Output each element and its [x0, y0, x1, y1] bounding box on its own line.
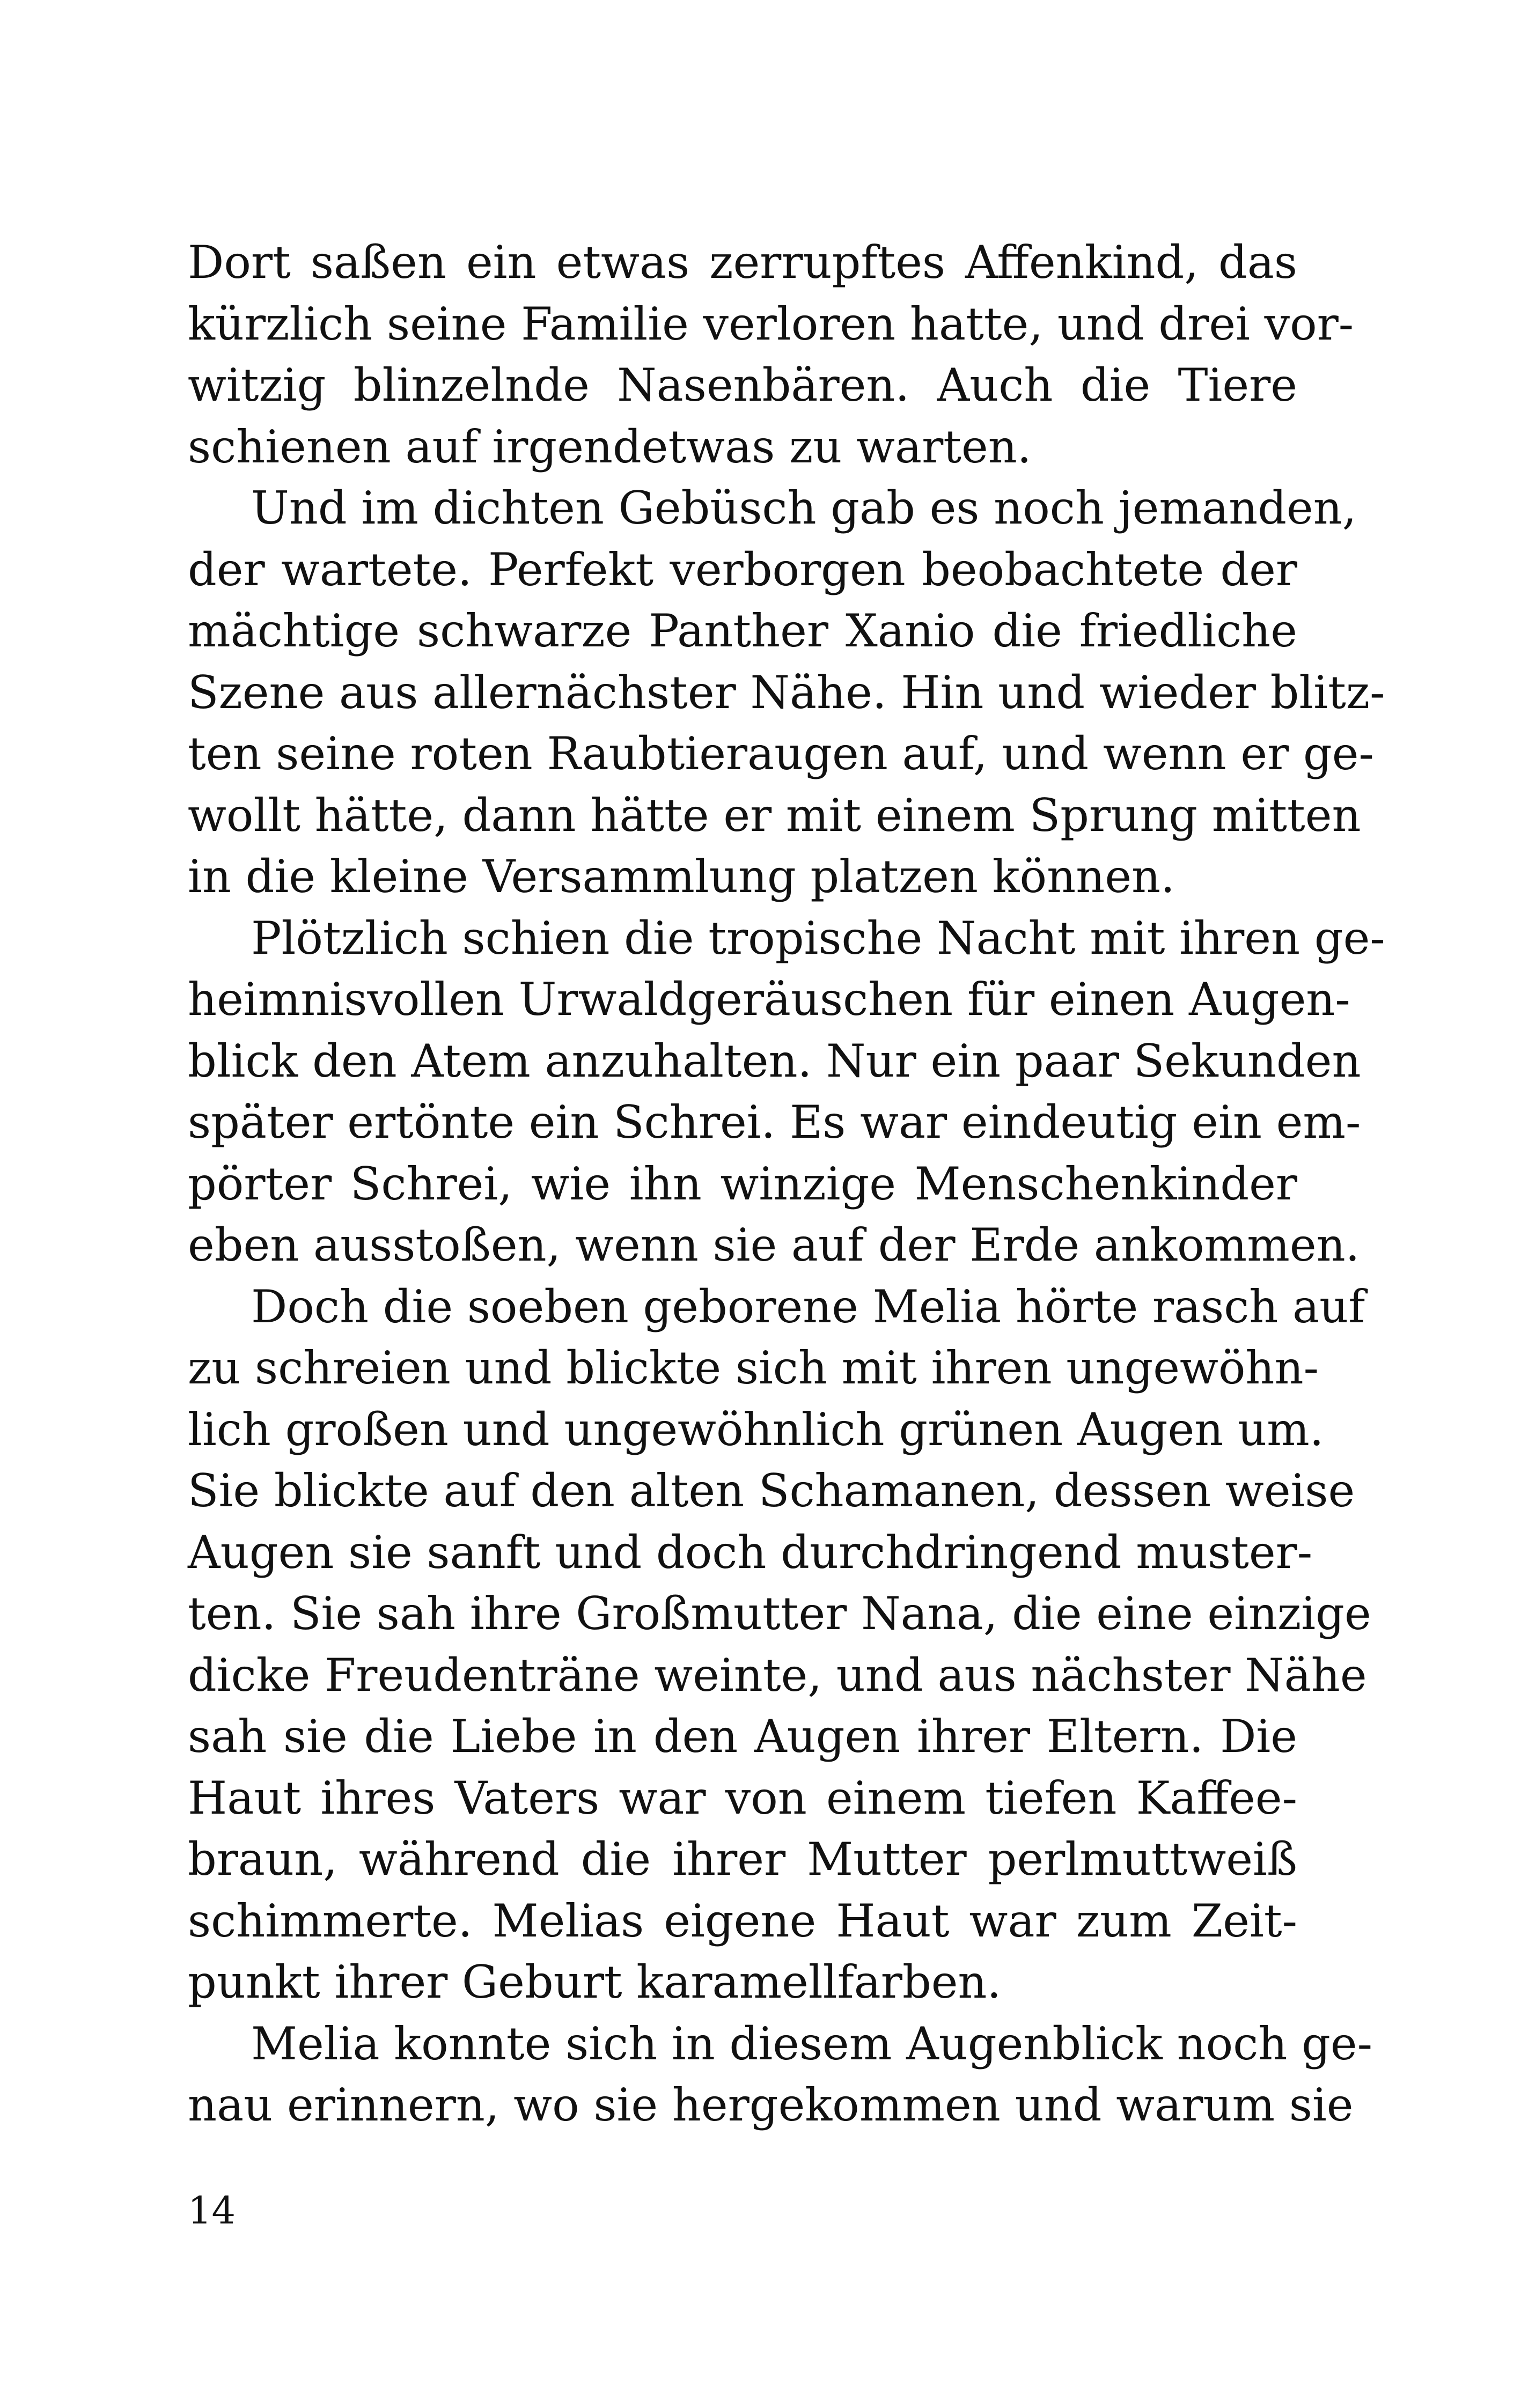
text-line: in die kleine Versammlung platzen können.	[188, 850, 1175, 903]
text-line: dicke Freudenträne weinte, und aus nächster Nähe	[188, 1648, 1367, 1702]
text-line: blick den Atem anzuhalten. Nur ein paar Sekunden	[188, 1034, 1361, 1087]
body-text	[188, 232, 1385, 2136]
text-line: Augen sie sanft und doch durchdringend muster-	[188, 1526, 1313, 1579]
text-line: der wartete. Perfekt verborgen beobachtete der	[188, 543, 1297, 596]
text-line: Doch die soeben geborene Melia hörte rasch auf	[251, 1280, 1365, 1333]
text-line: sah sie die Liebe in den Augen ihrer Eltern. Die	[188, 1710, 1297, 1763]
text-line: lich großen und ungewöhnlich grünen Augen um.	[188, 1403, 1324, 1456]
text-line: nau erinnern, wo sie hergekommen und warum sie	[188, 2079, 1354, 2131]
text-line: zu schreien und blickte sich mit ihren ungewöhn-	[188, 1342, 1319, 1394]
text-line: schienen auf irgendetwas zu warten.	[188, 420, 1032, 473]
text-line: ten. Sie sah ihre Großmutter Nana, die eine einzige	[188, 1587, 1371, 1640]
text-line: mächtige schwarze Panther Xanio die friedliche	[188, 605, 1297, 657]
text-line: eben ausstoßen, wenn sie auf der Erde ankommen.	[188, 1219, 1360, 1271]
text-line: braun, während die ihrer Mutter perlmuttweiß	[188, 1833, 1297, 1886]
page-number: 14	[188, 2189, 236, 2233]
text-line: Haut ihres Vaters war von einem tiefen Kaffee-	[188, 1771, 1297, 1824]
text-line: heimnisvollen Urwaldgeräuschen für einen Augen-	[188, 973, 1350, 1026]
text-line: ten seine roten Raubtieraugen auf, und wenn er ge-	[188, 727, 1374, 780]
text-line: Melia konnte sich in diesem Augenblick noch ge-	[251, 2017, 1372, 2070]
text-line: pörter Schrei, wie ihn winzige Menschenkinder	[188, 1157, 1297, 1210]
text-line: Plötzlich schien die tropische Nacht mit ihren ge-	[251, 911, 1385, 964]
text-line: Dort saßen ein etwas zerrupftes Affenkind, das	[188, 236, 1297, 289]
text-line: Und im dichten Gebüsch gab es noch jemanden,	[251, 482, 1357, 534]
text-line: kürzlich seine Familie verloren hatte, und drei vor-	[188, 297, 1354, 350]
text-line: Szene aus allernächster Nähe. Hin und wieder blitz-	[188, 666, 1385, 719]
text-line: später ertönte ein Schrei. Es war eindeutig ein em-	[188, 1096, 1361, 1148]
text-line: Sie blickte auf den alten Schamanen, dessen weise	[188, 1464, 1355, 1517]
text-line: wollt hätte, dann hätte er mit einem Sprung mitten	[188, 789, 1361, 842]
text-line: schimmerte. Melias eigene Haut war zum Zeit-	[188, 1894, 1297, 1947]
text-line: witzig blinzelnde Nasenbären. Auch die Tiere	[188, 359, 1297, 411]
text-line: punkt ihrer Geburt karamellfarben.	[188, 1956, 1002, 2008]
